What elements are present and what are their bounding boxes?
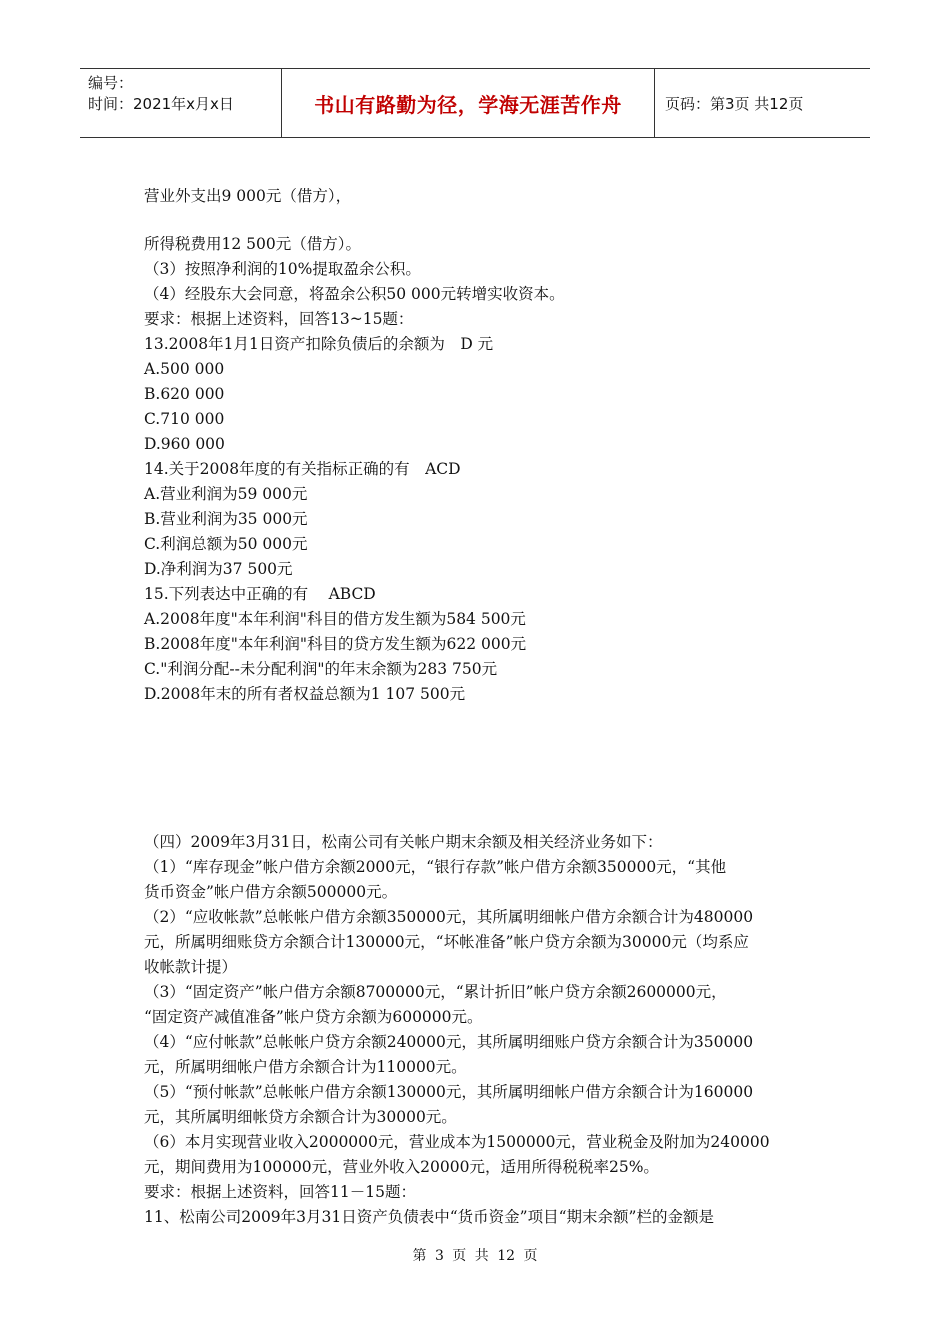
question-11: 11、松南公司2009年3月31日资产负债表中“货币资金”项目“期末余额”栏的金额是 xyxy=(144,1208,714,1226)
option-c: C.利润总额为50 000元 xyxy=(144,535,308,553)
text-line: 所得税费用12 500元（借方）。 xyxy=(144,235,361,253)
text-line: （3）“固定资产”帐户借方余额8700000元，“累计折旧”帐户贷方余额2600000元， xyxy=(144,983,727,1001)
option-d: D.2008年末的所有者权益总额为1 107 500元 xyxy=(144,685,466,703)
text-line: （4）“应付帐款”总帐帐户贷方余额240000元，其所属明细账户贷方余额合计为350000 xyxy=(144,1033,754,1051)
text-line: 要求：根据上述资料，回答13~15题： xyxy=(144,310,414,328)
document-date-label: 时间：2021年x月x日 xyxy=(88,95,234,113)
text-line: 元，所属明细账贷方余额合计130000元，“坏帐准备”帐户贷方余额为30000元（均系应 xyxy=(144,933,749,951)
text-line: （6）本月实现营业收入2000000元，营业成本为1500000元，营业税金及附加为240000 xyxy=(144,1133,770,1151)
option-c: C.710 000 xyxy=(144,410,225,428)
option-c: C."利润分配--未分配利润"的年末余额为283 750元 xyxy=(144,660,498,678)
option-a: A.500 000 xyxy=(144,360,225,378)
option-a: A.营业利润为59 000元 xyxy=(144,485,308,503)
page-header xyxy=(80,68,870,138)
question-14: 14.关于2008年度的有关指标正确的有 ACD xyxy=(144,460,461,478)
text-line: （1）“库存现金”帐户借方余额2000元，“银行存款”帐户借方余额350000元，“其他 xyxy=(144,858,727,876)
text-line: “固定资产减值准备”帐户贷方余额为600000元。 xyxy=(144,1008,483,1026)
text-line: （5）“预付帐款”总帐帐户借方余额130000元，其所属明细帐户借方余额合计为160000 xyxy=(144,1083,754,1101)
text-line: （4）经股东大会同意，将盈余公积50 000元转增实收资本。 xyxy=(144,285,565,303)
question-13: 13.2008年1月1日资产扣除负债后的余额为 D 元 xyxy=(144,335,494,353)
text-line: 要求：根据上述资料，回答11－15题： xyxy=(144,1183,416,1201)
page-footer: 第 3 页 共 12 页 xyxy=(412,1248,538,1264)
header-page-number: 页码：第3页 共12页 xyxy=(665,94,804,113)
text-line: 货币资金”帐户借方余额500000元。 xyxy=(144,883,398,901)
text-line: 元，其所属明细帐贷方余额合计为30000元。 xyxy=(144,1108,457,1126)
question-15: 15.下列表达中正确的有 ABCD xyxy=(144,585,376,603)
text-line: 元，所属明细帐户借方余额合计为110000元。 xyxy=(144,1058,467,1076)
text-line: （3）按照净利润的10%提取盈余公积。 xyxy=(144,260,421,278)
text-line: 收帐款计提） xyxy=(144,958,238,976)
option-d: D.净利润为37 500元 xyxy=(144,560,293,578)
document-number-label: 编号： xyxy=(88,74,134,92)
text-block-case-four xyxy=(144,830,814,1230)
text-line: 元，期间费用为100000元，营业外收入20000元，适用所得税税率25%。 xyxy=(144,1158,659,1176)
option-b: B.2008年度"本年利润"科目的贷方发生额为622 000元 xyxy=(144,635,527,653)
option-d: D.960 000 xyxy=(144,435,225,453)
section-heading: （四）2009年3月31日，松南公司有关帐户期末余额及相关经济业务如下： xyxy=(144,833,663,851)
option-b: B.620 000 xyxy=(144,385,225,403)
header-motto: 书山有路勤为径，学海无涯苦作舟 xyxy=(282,69,655,137)
text-line: （2）“应收帐款”总帐帐户借方余额350000元，其所属明细帐户借方余额合计为480000 xyxy=(144,908,754,926)
text-block-questions xyxy=(144,184,814,707)
option-a: A.2008年度"本年利润"科目的借方发生额为584 500元 xyxy=(144,610,526,628)
header-meta xyxy=(80,69,282,137)
text-line: 营业外支出9 000元（借方）， xyxy=(144,187,352,205)
option-b: B.营业利润为35 000元 xyxy=(144,510,308,528)
